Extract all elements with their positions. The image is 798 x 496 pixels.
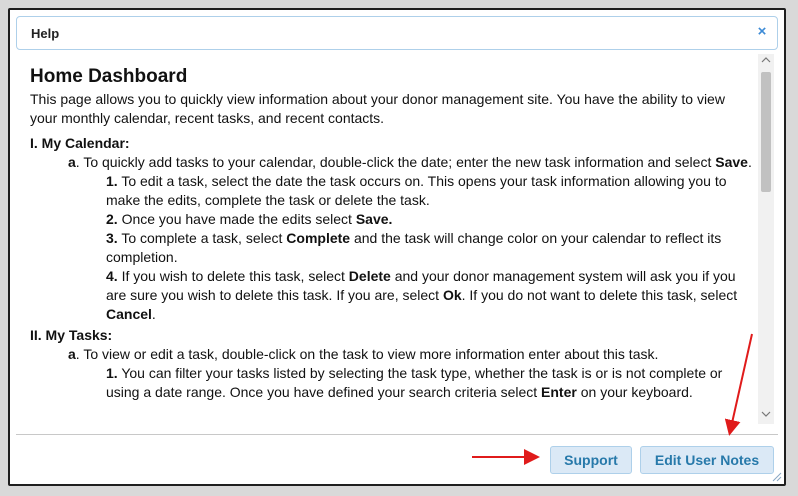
sub-item-marker: 3. [106, 230, 118, 246]
sub-item-text: Once you have made the edits select [117, 211, 356, 227]
chevron-up-icon[interactable] [758, 54, 774, 70]
sub-list-item [30, 172, 756, 210]
item-text: . To quickly add tasks to your calendar, double-click the date; enter the new task information and select [75, 154, 716, 170]
sub-list-item [30, 267, 756, 324]
sub-list-item [30, 229, 756, 267]
help-dialog [8, 8, 786, 486]
sub-item-text: . [151, 306, 156, 322]
sub-item-bold: Enter [541, 384, 577, 400]
support-button[interactable]: Support [550, 446, 632, 474]
item-text: . [747, 154, 752, 170]
sub-item-marker: 4. [106, 268, 118, 284]
item-marker: a [68, 346, 76, 362]
list-item [30, 153, 756, 172]
sub-item-text: and your donor management system will ask you if you are sure you wish to delete this task. If you are, select [106, 268, 736, 303]
sub-item-marker: 1. [106, 365, 118, 381]
intro-text: This page allows you to quickly view information about your donor management site. You have the ability to view your monthly calendar, recent tasks, and recent contacts. [30, 91, 725, 126]
chevron-down-icon[interactable] [758, 408, 774, 424]
sub-item-text: To edit a task, select the date the task occurs on. This opens your task information allowing you to make the edits, complete the task or delete the task. [106, 173, 727, 208]
dialog-title: Help [31, 26, 60, 41]
vertical-scrollbar[interactable] [758, 54, 774, 424]
sub-item-bold: Delete [348, 268, 391, 284]
dialog-titlebar[interactable] [16, 16, 778, 50]
sub-item-text: You can filter your tasks listed by selecting the task type, whether the task is or is not complete or using a date range. Once you have defined your search criteria select [106, 365, 723, 400]
footer-divider [16, 434, 778, 435]
sub-item-bold: Cancel [106, 306, 152, 322]
sub-item-marker: 2. [106, 211, 118, 227]
edit-user-notes-button[interactable]: Edit User Notes [640, 446, 774, 474]
sub-list-item [30, 364, 756, 402]
sub-list-item [30, 210, 756, 229]
sub-item-text: To complete a task, select [117, 230, 287, 246]
item-text: . To view or edit a task, double-click on the task to view more information enter about this task. [75, 346, 659, 362]
scrollbar-thumb[interactable] [761, 72, 771, 192]
sub-item-marker: 1. [106, 173, 118, 189]
page-heading: Home Dashboard [30, 66, 188, 87]
section-title: II. My Tasks: [30, 327, 113, 343]
resize-grip-icon[interactable] [770, 470, 782, 482]
item-marker: a [68, 154, 76, 170]
item-bold: Save [715, 154, 748, 170]
sub-item-text: If you wish to delete this task, select [117, 268, 349, 284]
sub-item-text: . If you do not want to delete this task, select [461, 287, 738, 303]
sub-item-bold: Ok [442, 287, 462, 303]
sub-item-text: and the task will change color on your calendar to reflect its completion. [106, 230, 722, 265]
sub-item-text: on your keyboard. [576, 384, 693, 400]
close-icon[interactable]: × [757, 23, 767, 40]
list-item [30, 345, 756, 364]
sub-item-bold: Complete [286, 230, 351, 246]
sub-item-bold: Save. [355, 211, 393, 227]
section-title: I. My Calendar: [30, 135, 130, 151]
help-content[interactable] [16, 54, 776, 424]
